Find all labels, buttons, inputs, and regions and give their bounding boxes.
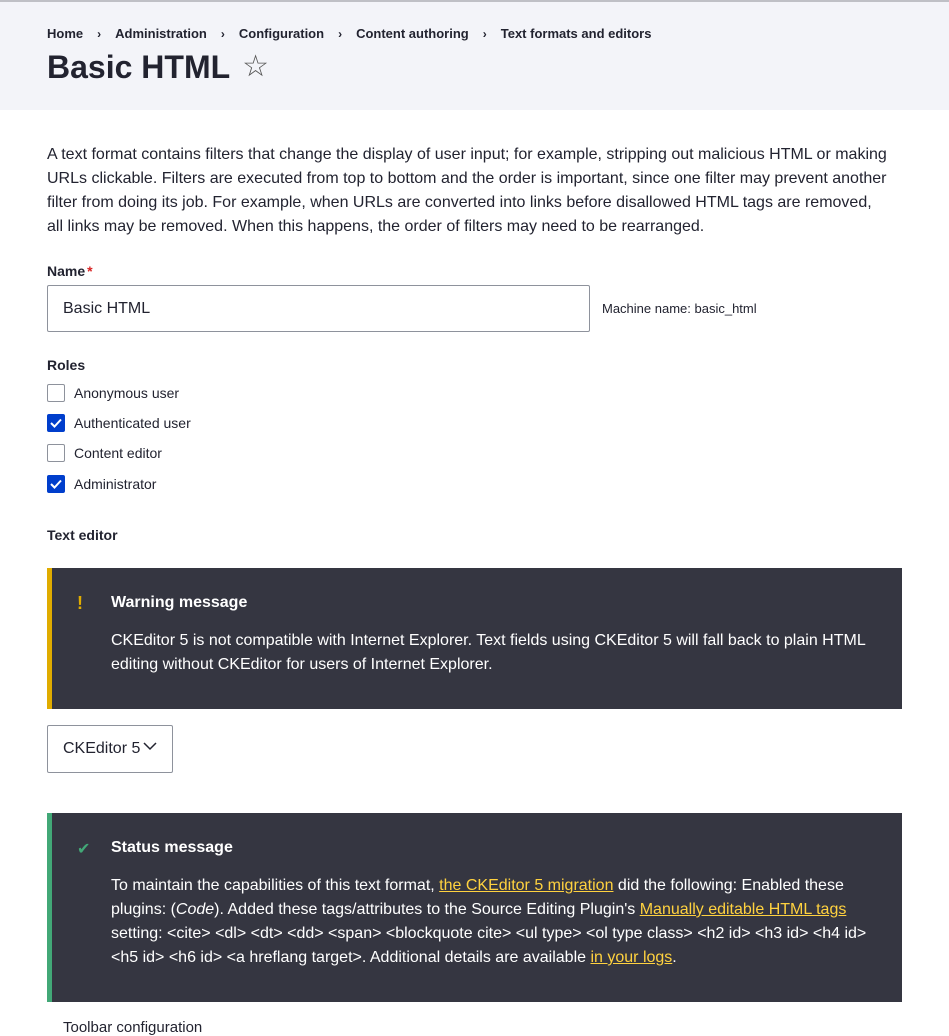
status-title: Status message	[111, 839, 233, 856]
chevron-down-icon	[143, 742, 157, 751]
chevron-right-icon: ›	[220, 26, 225, 41]
warning-icon: !	[77, 593, 83, 613]
text-editor-selected: CKEditor 5	[63, 740, 141, 757]
checkbox-administrator[interactable]	[47, 475, 65, 493]
role-authenticated-user[interactable]	[47, 414, 191, 432]
status-body	[111, 874, 881, 970]
breadcrumb-administration[interactable]: Administration	[115, 26, 207, 41]
checkbox-anonymous-user[interactable]	[47, 384, 65, 402]
checkmark-icon	[50, 479, 62, 489]
checkbox-label: Anonymous user	[74, 385, 180, 401]
breadcrumb-configuration[interactable]: Configuration	[238, 26, 325, 41]
breadcrumb-content-authoring[interactable]: Content authoring	[356, 26, 469, 41]
text-editor-select[interactable]	[47, 725, 173, 773]
checkbox-label: Authenticated user	[74, 415, 191, 431]
status-message	[47, 813, 902, 1002]
chevron-right-icon: ›	[97, 26, 102, 41]
status-text: To maintain the capabilities of this text format,	[111, 877, 440, 894]
status-code: Code	[175, 901, 215, 918]
chevron-right-icon: ›	[482, 26, 487, 41]
status-text: setting: <cite> <dl> <dt> <dd> <span> <blockquote cite> <ul type> <ol type class> <h2 id> <h3 id> <h4 id> <h5 id> <h6 id> <a hreflang target>. Additional details are available	[111, 925, 867, 966]
page-header	[0, 2, 949, 110]
name-input[interactable]: Basic HTML	[47, 285, 590, 332]
machine-name: Machine name: basic_html	[602, 301, 757, 316]
role-administrator[interactable]	[47, 475, 156, 493]
chevron-right-icon: ›	[338, 26, 343, 41]
checkmark-icon	[50, 418, 62, 428]
status-text: .	[672, 949, 677, 966]
manually-editable-html-tags-link[interactable]: Manually editable HTML tags	[639, 901, 847, 918]
breadcrumb	[47, 26, 651, 41]
name-label	[47, 263, 93, 279]
required-mark: *	[87, 263, 93, 279]
logs-link[interactable]: in your logs	[590, 949, 673, 966]
checkbox-label: Administrator	[74, 476, 157, 492]
warning-body: CKEditor 5 is not compatible with Internet Explorer. Text fields using CKEditor 5 will fall back to plain HTML editing without CKEditor for users of Internet Explorer.	[111, 632, 866, 673]
toolbar-configuration-heading[interactable]: Toolbar configuration	[63, 1019, 203, 1036]
page-title-row	[47, 48, 269, 86]
roles-label: Roles	[47, 357, 86, 373]
breadcrumb-text-formats[interactable]: Text formats and editors	[500, 26, 652, 41]
text-editor-label: Text editor	[47, 527, 118, 543]
role-content-editor[interactable]	[47, 444, 162, 462]
warning-title: Warning message	[111, 594, 248, 611]
intro-description: A text format contains filters that change the display of user input; for example, stripping out malicious HTML or making URLs clickable. Filters are executed from top to bottom and the order is important, since one filter may prevent another filter from doing its job. For example, when URLs are converted into links before disallowed HTML tags are removed, all links may be removed. When this happens, the order of filters may need to be rearranged.	[47, 146, 887, 235]
star-icon[interactable]: ☆	[242, 49, 270, 84]
checkbox-authenticated-user[interactable]	[47, 414, 65, 432]
role-anonymous-user[interactable]	[47, 384, 179, 402]
page-title: Basic HTML	[47, 49, 231, 85]
status-text: did the following: Enabled these plugins: (	[111, 877, 844, 918]
check-icon: ✔	[77, 839, 91, 858]
warning-message	[47, 568, 902, 709]
checkbox-content-editor[interactable]	[47, 444, 65, 462]
breadcrumb-home[interactable]: Home	[47, 26, 84, 41]
ckeditor-migration-link[interactable]: the CKEditor 5 migration	[439, 877, 614, 894]
name-label-text: Name	[47, 263, 86, 279]
checkbox-label: Content editor	[74, 445, 162, 461]
status-text: ). Added these tags/attributes to the Source Editing Plugin's	[214, 901, 640, 918]
